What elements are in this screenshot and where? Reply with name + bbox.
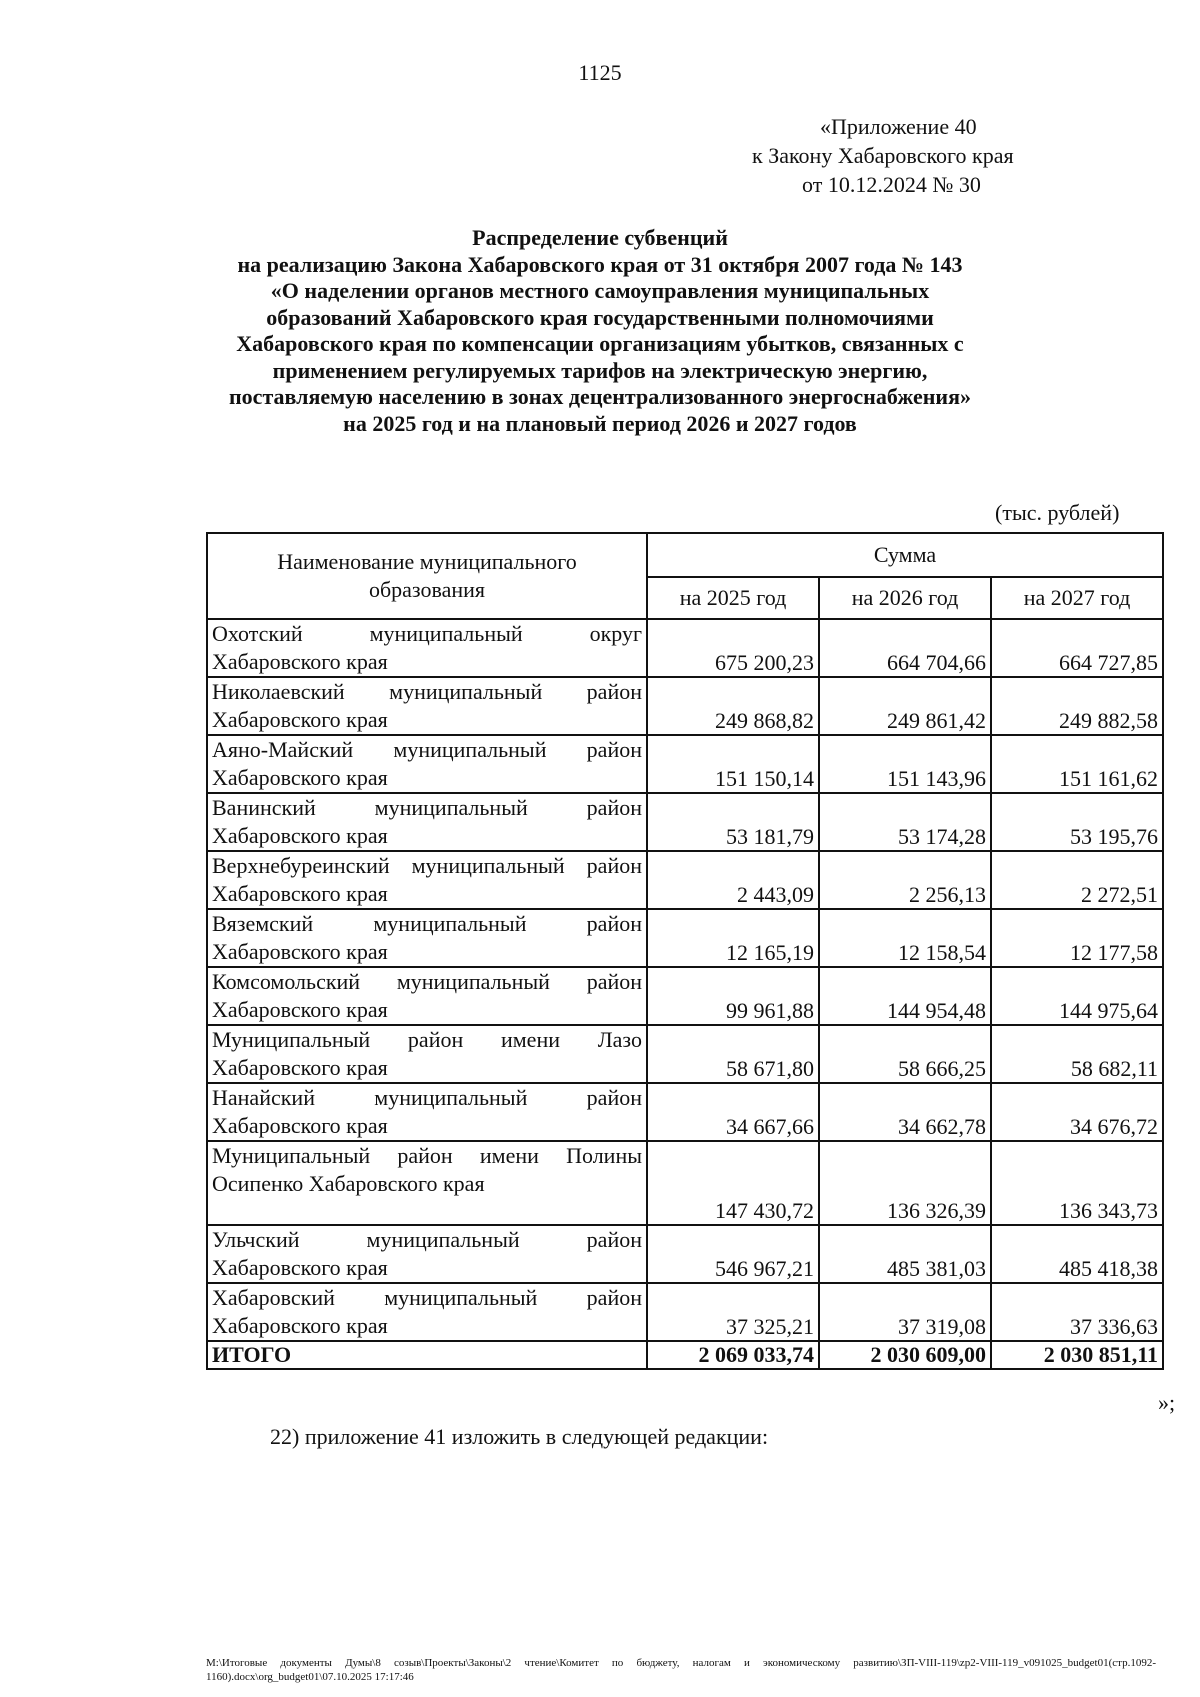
municipality-name-cell: Аяно-Майский муниципальный район Хабаровского края [207, 735, 647, 793]
title-line: применением регулируемых тарифов на электрическую энергию, [272, 357, 928, 383]
table-row [207, 1283, 1163, 1341]
value-2026-cell: 58 666,25 [819, 1025, 991, 1083]
value-2027-cell: 136 343,73 [991, 1141, 1163, 1225]
municipality-name-cell: Ванинский муниципальный район Хабаровского края [207, 793, 647, 851]
table-row [207, 1025, 1163, 1083]
header-line: Наименование муниципального [277, 549, 577, 574]
title-line: образований Хабаровского края государственными полномочиями [266, 304, 934, 330]
column-header-municipality [207, 533, 647, 619]
table-row [207, 851, 1163, 909]
table-row [207, 793, 1163, 851]
table-row [207, 967, 1163, 1025]
value-2025-cell: 99 961,88 [647, 967, 819, 1025]
file-path-footer: M:\Итоговые документы Думы\8 созыв\Проекты\Законы\2 чтение\Комитет по бюджету, налогам и экономическому развитию\ЗП-VIII-119\zp2-VIII-119_v091025_budget01(стр.1092-1160).docx\org_budget01\07.10.2025 17:17:46 [206, 1657, 1156, 1683]
appendix-line: «Приложение 40 [820, 114, 977, 139]
value-2025-cell: 2 443,09 [647, 851, 819, 909]
appendix-line: к Закону Хабаровского края [752, 143, 1014, 168]
document-title [170, 225, 1030, 437]
value-2026-cell: 136 326,39 [819, 1141, 991, 1225]
municipality-name-cell: Муниципальный район имени Полины Осипенко Хабаровского края [207, 1141, 647, 1225]
title-line: на реализацию Закона Хабаровского края от 31 октября 2007 года № 143 [237, 251, 963, 277]
value-2025-cell: 546 967,21 [647, 1225, 819, 1283]
value-2025-cell: 249 868,82 [647, 677, 819, 735]
municipality-name-cell: Ульчский муниципальный район Хабаровского края [207, 1225, 647, 1283]
table-row [207, 677, 1163, 735]
title-line: Хабаровского края по компенсации организациям убытков, связанных с [236, 331, 964, 356]
value-2026-cell: 485 381,03 [819, 1225, 991, 1283]
value-2027-cell: 151 161,62 [991, 735, 1163, 793]
table-row [207, 735, 1163, 793]
title-line: поставляемую населению в зонах децентрализованного энергоснабжения» [229, 384, 971, 409]
municipality-name-cell: Комсомольский муниципальный район Хабаровского края [207, 967, 647, 1025]
units-label: (тыс. рублей) [995, 500, 1120, 525]
value-2027-cell: 485 418,38 [991, 1225, 1163, 1283]
title-line: Распределение субвенций [472, 225, 728, 250]
value-2027-cell: 53 195,76 [991, 793, 1163, 851]
column-header-2027: на 2027 год [991, 577, 1163, 619]
value-2026-cell: 53 174,28 [819, 793, 991, 851]
value-2026-cell: 37 319,08 [819, 1283, 991, 1341]
municipality-name-cell: Вяземский муниципальный район Хабаровского края [207, 909, 647, 967]
value-2027-cell: 58 682,11 [991, 1025, 1163, 1083]
value-2025-cell: 58 671,80 [647, 1025, 819, 1083]
column-header-2026: на 2026 год [819, 577, 991, 619]
total-row [207, 1341, 1163, 1369]
total-2026-cell: 2 030 609,00 [819, 1341, 991, 1369]
municipality-name-cell: Муниципальный район имени Лазо Хабаровского края [207, 1025, 647, 1083]
value-2026-cell: 144 954,48 [819, 967, 991, 1025]
value-2027-cell: 12 177,58 [991, 909, 1163, 967]
table-row [207, 1225, 1163, 1283]
closing-quote: »; [1158, 1390, 1176, 1415]
value-2025-cell: 53 181,79 [647, 793, 819, 851]
table-row [207, 1083, 1163, 1141]
value-2025-cell: 147 430,72 [647, 1141, 819, 1225]
value-2026-cell: 2 256,13 [819, 851, 991, 909]
header-line: образования [368, 577, 486, 602]
page-number: 1125 [578, 60, 622, 85]
value-2025-cell: 37 325,21 [647, 1283, 819, 1341]
municipality-name-cell: Верхнебуреинский муниципальный район Хабаровского края [207, 851, 647, 909]
column-header-2025: на 2025 год [647, 577, 819, 619]
title-line: на 2025 год и на плановый период 2026 и 2027 годов [343, 410, 857, 436]
municipality-name-cell: Охотский муниципальный округ Хабаровского края [207, 619, 647, 677]
title-line: «О наделении органов местного самоуправления муниципальных [270, 278, 930, 303]
municipality-name-cell: Хабаровский муниципальный район Хабаровского края [207, 1283, 647, 1341]
value-2025-cell: 34 667,66 [647, 1083, 819, 1141]
table-row [207, 909, 1163, 967]
total-2025-cell: 2 069 033,74 [647, 1341, 819, 1369]
value-2025-cell: 151 150,14 [647, 735, 819, 793]
value-2027-cell: 2 272,51 [991, 851, 1163, 909]
municipality-name-cell: Нанайский муниципальный район Хабаровского края [207, 1083, 647, 1141]
appendix-line: от 10.12.2024 № 30 [802, 172, 981, 197]
value-2026-cell: 664 704,66 [819, 619, 991, 677]
subventions-table [206, 532, 1164, 1370]
value-2027-cell: 249 882,58 [991, 677, 1163, 735]
value-2027-cell: 34 676,72 [991, 1083, 1163, 1141]
amendment-paragraph: 22) приложение 41 изложить в следующей редакции: [270, 1424, 769, 1449]
value-2027-cell: 144 975,64 [991, 967, 1163, 1025]
value-2026-cell: 249 861,42 [819, 677, 991, 735]
value-2026-cell: 12 158,54 [819, 909, 991, 967]
table-row [207, 619, 1163, 677]
total-2027-cell: 2 030 851,11 [991, 1341, 1163, 1369]
table-row [207, 1141, 1163, 1225]
value-2026-cell: 34 662,78 [819, 1083, 991, 1141]
value-2026-cell: 151 143,96 [819, 735, 991, 793]
total-label-cell: ИТОГО [207, 1341, 647, 1369]
column-header-sum: Сумма [647, 533, 1163, 577]
value-2027-cell: 37 336,63 [991, 1283, 1163, 1341]
value-2025-cell: 12 165,19 [647, 909, 819, 967]
appendix-reference [752, 112, 1014, 199]
value-2027-cell: 664 727,85 [991, 619, 1163, 677]
value-2025-cell: 675 200,23 [647, 619, 819, 677]
municipality-name-cell: Николаевский муниципальный район Хабаровского края [207, 677, 647, 735]
